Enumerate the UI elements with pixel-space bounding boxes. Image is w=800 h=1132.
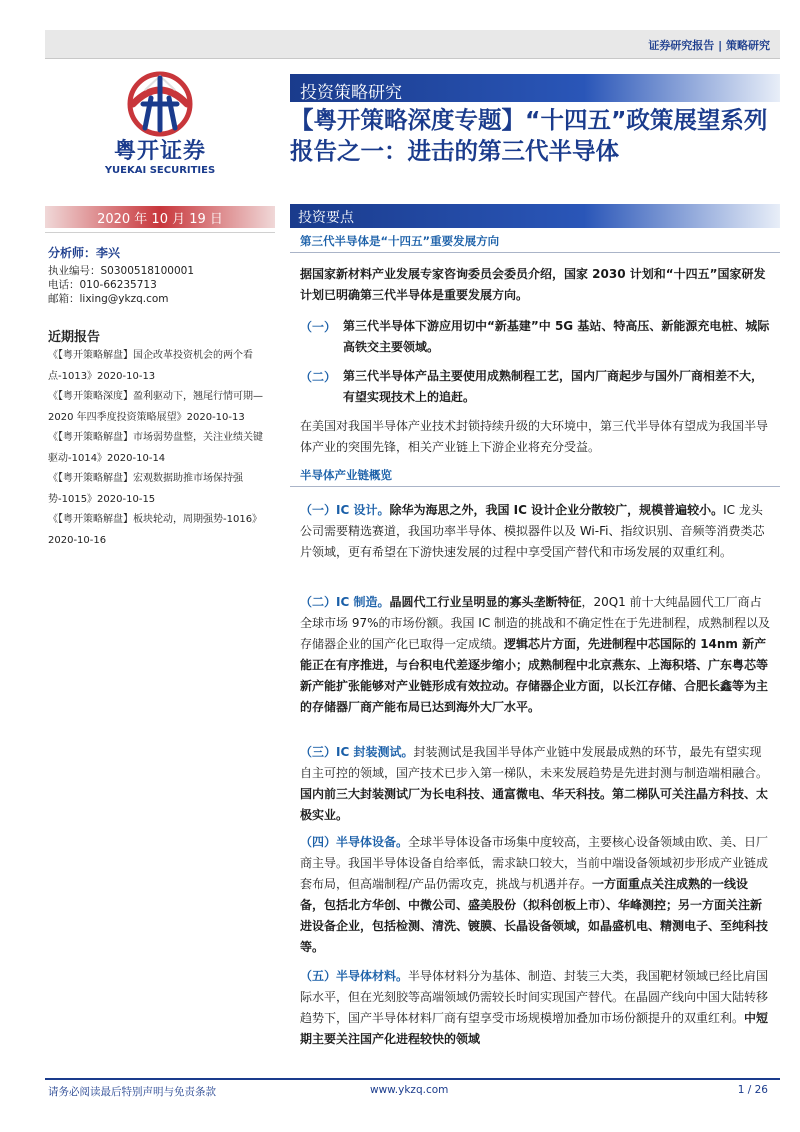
- chain-text: ，20Q1 前十大纯晶圆代工厂商占全球市场 97%的市场份额。我国 IC 制造的挑战和不确定性在于先进制程，成熟制程以及存储器企业的国产化已取得一定成绩。: [300, 595, 771, 651]
- chain-materials: [300, 966, 772, 1050]
- analyst-email[interactable]: 邮箱：lixing@ykzq.com: [48, 293, 169, 305]
- chain-bold: 逻辑芯片方面，先进制程中芯国际的 14nm 新产能正在有序推进，与台积电代差逐步缩小；成熟制程中北京燕东、上海积塔、广东粤芯等新产能扩张能够对产业链形成有效拉动。存储器企业方面，以长江存储、合肥长鑫等为主的存储器厂商产能布局已达到海外大厂水平。: [300, 637, 769, 714]
- recent-report-item[interactable]: 《【粤开策略解盘】板块轮动，周期强势-1016》2020-10-16: [48, 514, 263, 546]
- section-heading-third-gen: 第三代半导体是“十四五”重要发展方向: [300, 234, 500, 248]
- point-text: 第三代半导体下游应用切中“新基建”中 5G 基站、特高压、新能源充电桩、城际高铁交主要领域。: [343, 319, 770, 354]
- chain-bold: 中短期主要关注国产化进程较快的领域: [300, 1011, 769, 1046]
- logo-english-name: YUEKAI SECURITIES: [104, 165, 216, 176]
- recent-report-item[interactable]: 《【粤开策略深度】盈利驱动下，翘尾行情可期—2020 年四季度投资策略展望》2020-10-13: [48, 391, 263, 423]
- chain-ic-manufacturing: [300, 592, 772, 718]
- page-number: 1 / 26: [737, 1084, 768, 1096]
- chain-equipment: [300, 832, 772, 958]
- chain-text: IC 龙头公司需要精选赛道，我国功率半导体、模拟器件以及 Wi-Fi、指纹识别、音频等消费类芯片领域，更有希望在下游快速发展的过程中享受国产替代和市场发展的双重红利。: [300, 503, 765, 559]
- recent-report-item[interactable]: 《【粤开策略解盘】市场弱势盘整，关注业绩关键驱动-1014》2020-10-14: [48, 432, 263, 464]
- recent-report-item[interactable]: 《【粤开策略解盘】宏观数据助推市场保持强势-1015》2020-10-15: [48, 473, 243, 505]
- point-number: （一）: [300, 320, 337, 334]
- chain-ic-packaging: [300, 742, 772, 826]
- category-label: 投资策略研究: [300, 83, 402, 103]
- chain-bold: 国内前三大封装测试厂为长电科技、通富微电、华天科技。第二梯队可关注晶方科技、太极实业。: [300, 787, 769, 822]
- chain-bold: 除华为海思之外，我国 IC 设计企业分散较广，规模普遍较小。: [389, 503, 724, 517]
- section-heading-chain: 半导体产业链概览: [300, 468, 392, 482]
- report-date: 2020 年 10 月 19 日: [97, 212, 223, 227]
- point-text: 第三代半导体产品主要使用成熟制程工艺，国内厂商起步与国外厂商相差不大，有望实现技术上的追赶。: [343, 369, 764, 404]
- summary-label: 投资要点: [298, 210, 354, 226]
- chain-heading: （五）半导体材料。: [300, 969, 409, 983]
- outlook-paragraph: 在美国对我国半导体产业技术封锁持续升级的大环境中，第三代半导体有望成为我国半导体产业的突围先锋，相关产业链上下游企业将充分受益。: [300, 419, 769, 454]
- point-number: （二）: [300, 370, 337, 384]
- chain-bold: 一方面重点关注成熟的一线设备，包括北方华创、中微公司、盛美股份（拟科创板上市）、华峰测控；另一方面关注新进设备企业，包括检测、清洗、镀膜、长晶设备领域，如晶盛机电、精测电子、至纯科技等。: [300, 877, 769, 954]
- chain-heading: （四）半导体设备。: [300, 835, 409, 849]
- header-divider: [45, 58, 780, 59]
- recent-reports-title: 近期报告: [48, 330, 101, 345]
- intro-paragraph: 据国家新材料产业发展专家咨询委员会委员介绍，国家 2030 计划和“十四五”国家研发计划已明确第三代半导体是重要发展方向。: [300, 267, 766, 302]
- recent-report-item[interactable]: 《【粤开策略解盘】国企改革投资机会的两个看点-1013》2020-10-13: [48, 350, 253, 382]
- section-divider: [290, 252, 780, 253]
- analyst-phone: 电话：010-66235713: [48, 279, 157, 291]
- chain-heading: （二）IC 制造。: [300, 595, 390, 609]
- footer-divider: [45, 1078, 780, 1080]
- analyst-license: 执业编号：S0300518100001: [48, 265, 195, 277]
- chain-text: 全球半导体设备市场集中度较高，主要核心设备领域由欧、美、日厂商主导。我国半导体设备自给率低，需求缺口较大，当前中端设备领域初步形成产业链成套布局，但高端制程/产品仍需攻克，挑战与机遇并存。: [300, 835, 769, 891]
- chain-text: 封装测试是我国半导体产业链中发展最成熟的环节，最先有望实现自主可控的领域，国产技术已步入第一梯队，未来发展趋势是先进封测与制造端相融合。: [300, 745, 769, 780]
- chain-heading: （三）IC 封装测试。: [300, 745, 414, 759]
- analyst-name: 分析师：李兴: [48, 246, 121, 260]
- chain-text: 半导体材料分为基体、制造、封装三大类，我国靶材领域已经比肩国际水平，但在光刻胶等高端领域仍需较长时间实现国产替代。在晶圆产线向中国大陆转移趋势下，国产半导体材料厂商有望享受市场规模增加叠加市场份额提升的双重红利。: [300, 969, 769, 1025]
- left-divider: [45, 232, 275, 233]
- chain-ic-design: [300, 500, 772, 563]
- recent-reports-list: [48, 346, 270, 551]
- footer-website[interactable]: www.ykzq.com: [370, 1084, 449, 1096]
- report-title: 【粤开策略深度专题】“十四五”政策展望系列报告之一：进击的第三代半导体: [290, 106, 768, 165]
- chain-heading: （一）IC 设计。: [300, 503, 390, 517]
- chain-bold: 晶圆代工行业呈明显的寡头垄断特征: [389, 595, 582, 609]
- logo-chinese-name: 粤开证券: [113, 139, 206, 164]
- report-type-label: 证券研究报告 | 策略研究: [648, 39, 770, 52]
- footer-disclaimer[interactable]: 请务必阅读最后特别声明与免责条款: [48, 1086, 216, 1098]
- section-divider: [290, 486, 780, 487]
- summary-bar: [290, 204, 780, 228]
